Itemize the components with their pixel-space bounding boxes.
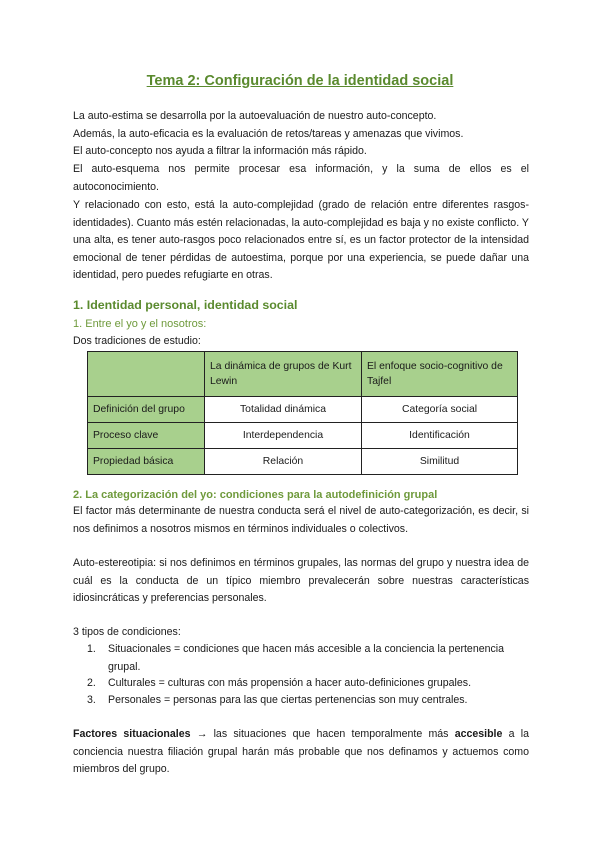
factores-text-pre: las situaciones que hacen temporalmente más (207, 728, 455, 740)
table-row (88, 423, 518, 449)
intro-line-2: Además, la auto-eficacia es la evaluación de retos/tareas y amenazas que vivimos. (73, 128, 464, 140)
table-cell: Relación (205, 449, 362, 475)
intro-paragraph-5: Y relacionado con esto, está la auto-complejidad (grado de relación entre diferentes rasgos-identidades). Cuanto más estén relacionadas, la auto-complejidad es baja y no existe conflicto. Y una alta, es tener auto-rasgos poco relacionados entre sí, es un factor protector de la intensidad emocional de tener pérdidas de autoestima, porque por una experiencia, se puede dañar una identidad, pero puedes refugiarte en otras. (73, 199, 529, 282)
document-title: Tema 2: Configuración de la identidad social (146, 73, 454, 89)
list-item-text: Situacionales = condiciones que hacen más accesible a la conciencia la pertenencia grupal. (108, 643, 505, 673)
factores-bold-word: accesible (454, 728, 503, 740)
section-1-lead: Dos tradiciones de estudio: (73, 335, 201, 347)
table-header-tajfel: El enfoque socio-cognitivo de Tajfel (362, 352, 518, 397)
table-cell: Totalidad dinámica (205, 397, 362, 423)
section-2-heading: 2. La categorización del yo: condiciones para la autodefinición grupal (73, 489, 438, 501)
factores-text-post: a la conciencia nuestra filiación grupal harán más probable que nos definamos y actuemos como miembros del grupo. (73, 728, 529, 776)
list-item-number: 2. (87, 677, 96, 689)
table-row (88, 397, 518, 423)
intro-line-1: La auto-estima se desarrolla por la autoevaluación de nuestro auto-concepto. (73, 110, 437, 122)
arrow-icon: → (196, 728, 208, 740)
table-row-label: Propiedad básica (88, 449, 205, 475)
intro-paragraph-4: El auto-esquema nos permite procesar esa información, y la suma de ellos es el autoconocimiento. (73, 163, 529, 193)
table-header-lewin: La dinámica de grupos de Kurt Lewin (205, 352, 362, 397)
list-item-number: 1. (87, 643, 96, 655)
section-1-subheading: 1. Entre el yo y el nosotros: (73, 318, 207, 330)
table-cell: Identificación (362, 423, 518, 449)
conditions-lead: 3 tipos de condiciones: (73, 626, 181, 638)
table-row (88, 449, 518, 475)
table-row-label: Proceso clave (88, 423, 205, 449)
table-cell: Categoría social (362, 397, 518, 423)
table-row-label: Definición del grupo (88, 397, 205, 423)
section-2-paragraph-2: Auto-estereotipia: si nos definimos en términos grupales, las normas del grupo y nuestra idea de cuál es la conducta de un típico miembro prevalecerán sobre nuestras características idiosincráticas y preferencias personales. (73, 557, 529, 605)
intro-line-3: El auto-concepto nos ayuda a filtrar la información más rápido. (73, 145, 367, 157)
table-cell: Interdependencia (205, 423, 362, 449)
comparison-table (87, 351, 518, 475)
list-item-text: Personales = personas para las que ciertas pertenencias son muy centrales. (108, 694, 468, 706)
table-corner-cell (88, 352, 205, 397)
list-item-number: 3. (87, 694, 96, 706)
factores-paragraph (73, 726, 529, 779)
factores-label: Factores situacionales (73, 728, 191, 740)
list-item-text: Culturales = culturas con más propensión a hacer auto-definiciones grupales. (108, 677, 472, 689)
table-header-row (88, 352, 518, 397)
table-cell: Similitud (362, 449, 518, 475)
section-1-heading: 1. Identidad personal, identidad social (73, 298, 298, 312)
section-2-paragraph-1: El factor más determinante de nuestra conducta será el nivel de auto-categorización, es decir, si nos definimos a nosotros mismos en términos individuales o colectivos. (73, 505, 529, 535)
